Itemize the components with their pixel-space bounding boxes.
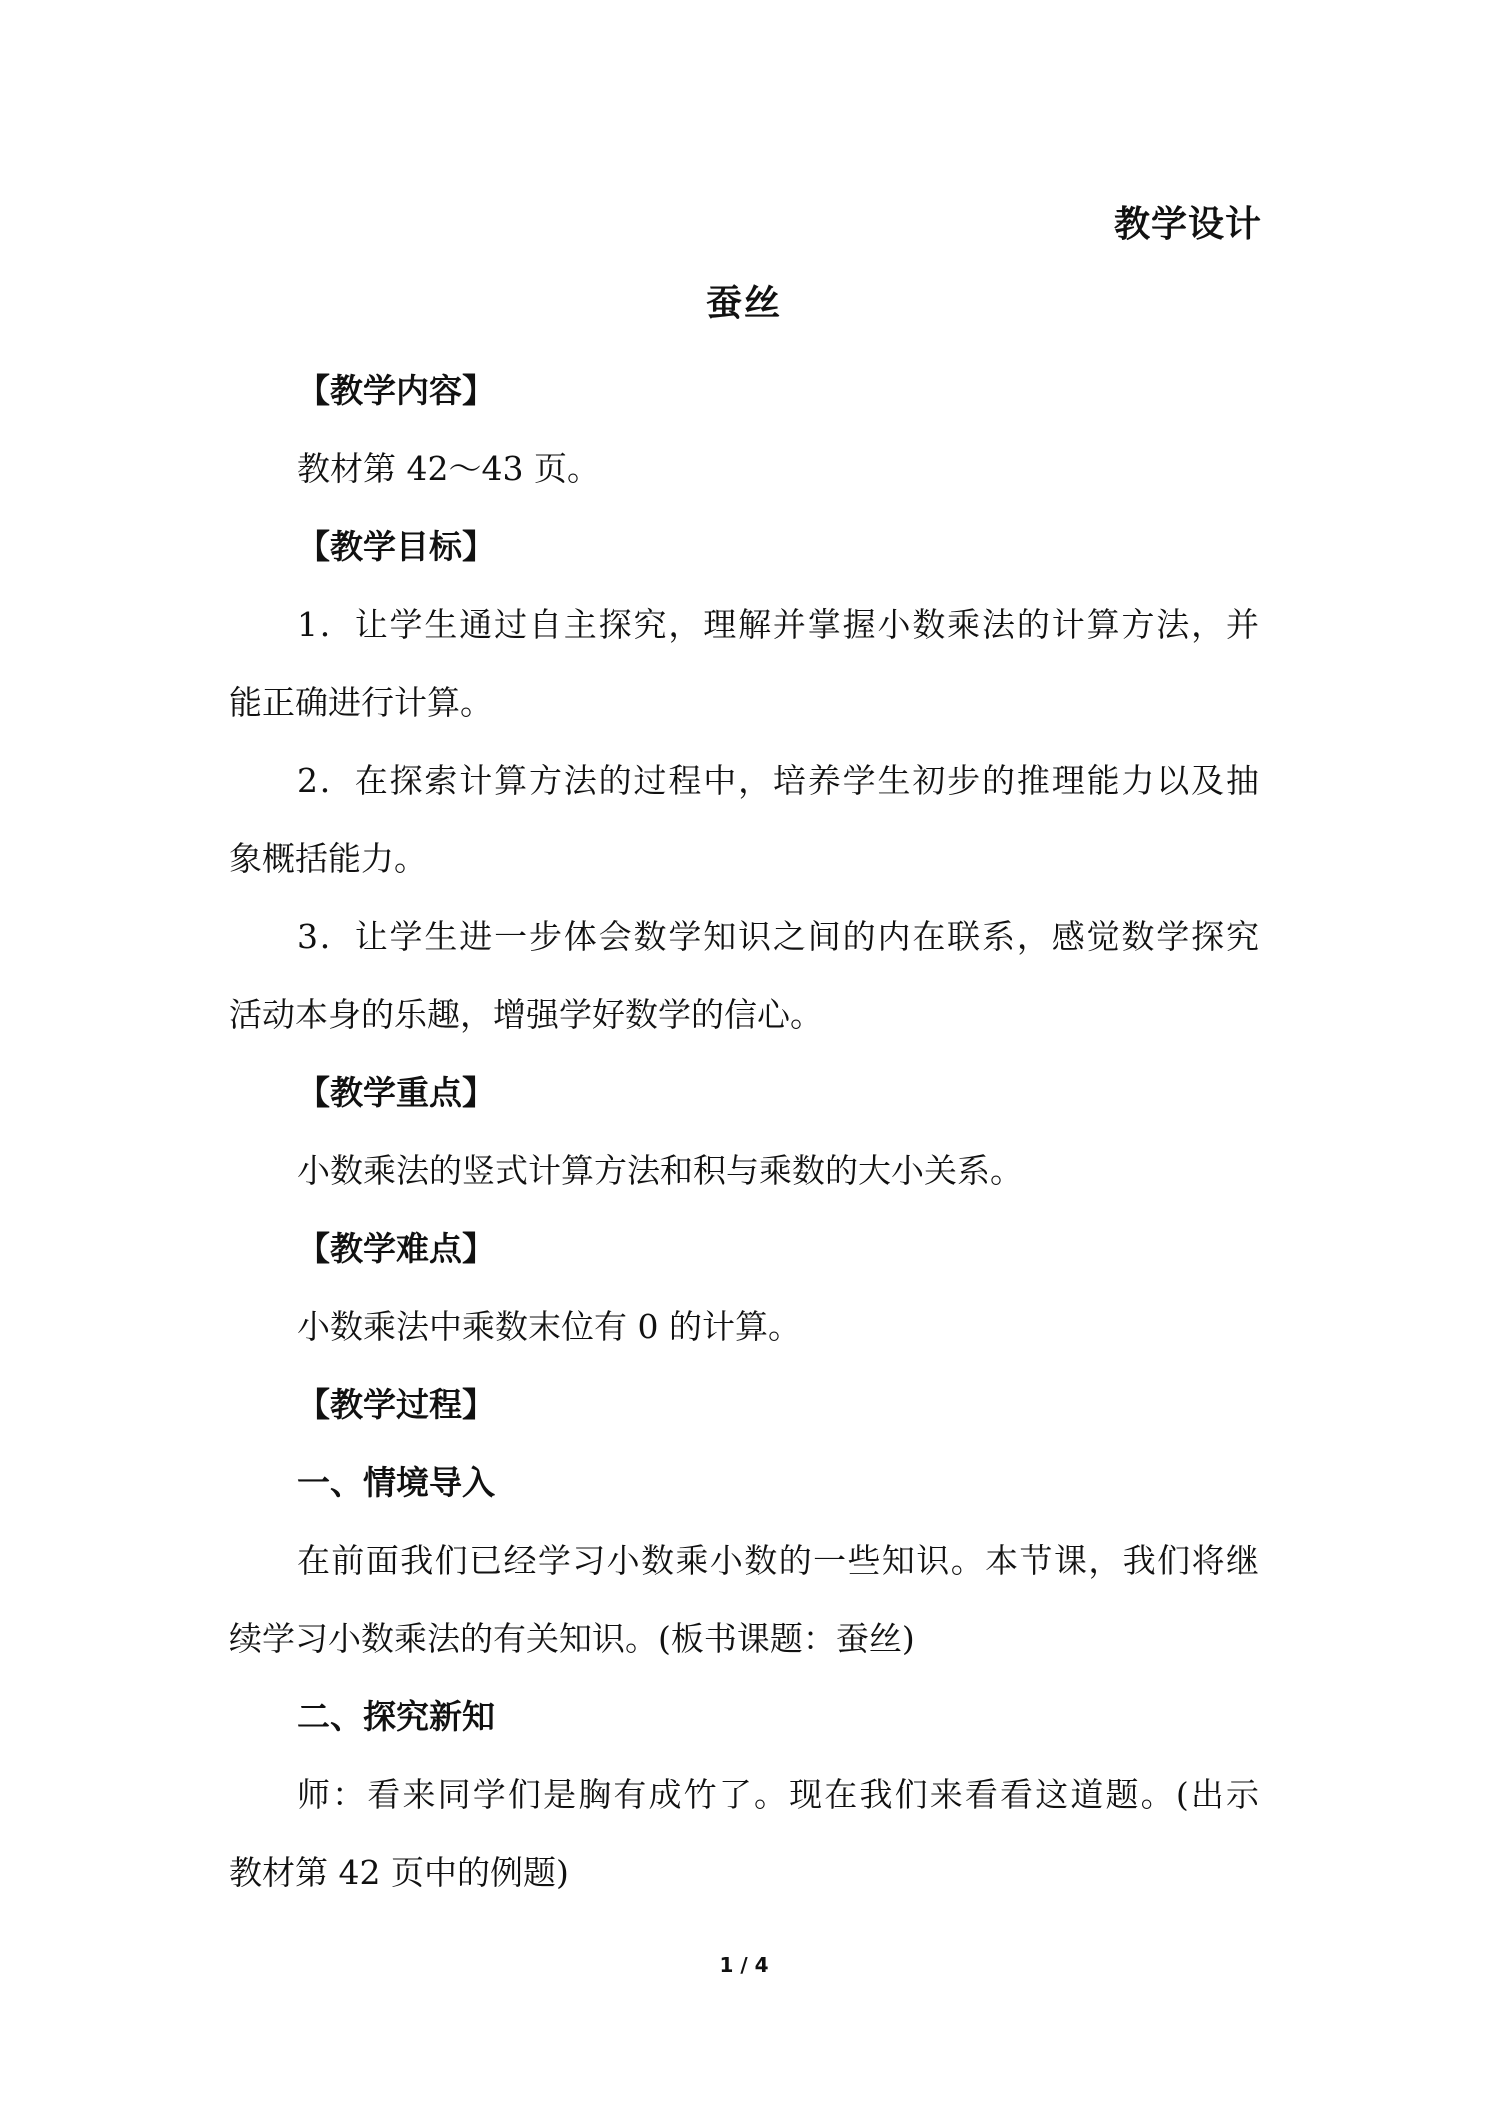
teaching-content-heading: 【教学内容】 <box>297 371 495 410</box>
teaching-process-heading: 【教学过程】 <box>297 1385 495 1424</box>
part-1-line-1: 在前面我们已经学习小数乘小数的一些知识。本节课，我们将继 <box>297 1541 1259 1580</box>
teaching-key-points-text: 小数乘法的竖式计算方法和积与乘数的大小关系。 <box>297 1151 1023 1190</box>
goal-1-line-1: 1．让学生通过自主探究，理解并掌握小数乘法的计算方法，并 <box>297 605 1259 644</box>
teaching-goals-heading: 【教学目标】 <box>297 527 495 566</box>
teaching-key-points-heading: 【教学重点】 <box>297 1073 495 1112</box>
goal-2-line-1: 2．在探索计算方法的过程中，培养学生初步的推理能力以及抽 <box>297 761 1259 800</box>
goal-3-line-2: 活动本身的乐趣，增强学好数学的信心。 <box>229 995 823 1034</box>
page-number: 1 / 4 <box>719 1953 769 1977</box>
lesson-title: 蚕丝 <box>705 283 782 324</box>
goal-3-line-1: 3．让学生进一步体会数学知识之间的内在联系，感觉数学探究 <box>297 917 1259 956</box>
part-2-heading: 二、探究新知 <box>297 1697 495 1736</box>
goal-2-line-2: 象概括能力。 <box>229 839 427 878</box>
goal-1-line-2: 能正确进行计算。 <box>229 683 493 722</box>
teaching-content-text: 教材第 42～43 页。 <box>297 449 600 488</box>
part-2-line-2: 教材第 42 页中的例题) <box>229 1853 569 1892</box>
part-2-line-1: 师：看来同学们是胸有成竹了。现在我们来看看这道题。(出示 <box>297 1775 1259 1814</box>
part-1-line-2: 续学习小数乘法的有关知识。(板书课题：蚕丝) <box>229 1619 915 1658</box>
document-body <box>229 352 1259 1912</box>
part-1-heading: 一、情境导入 <box>297 1463 495 1502</box>
document-type-label: 教学设计 <box>1113 204 1262 245</box>
teaching-difficulty-text: 小数乘法中乘数末位有 0 的计算。 <box>297 1307 801 1346</box>
teaching-difficulty-heading: 【教学难点】 <box>297 1229 495 1268</box>
